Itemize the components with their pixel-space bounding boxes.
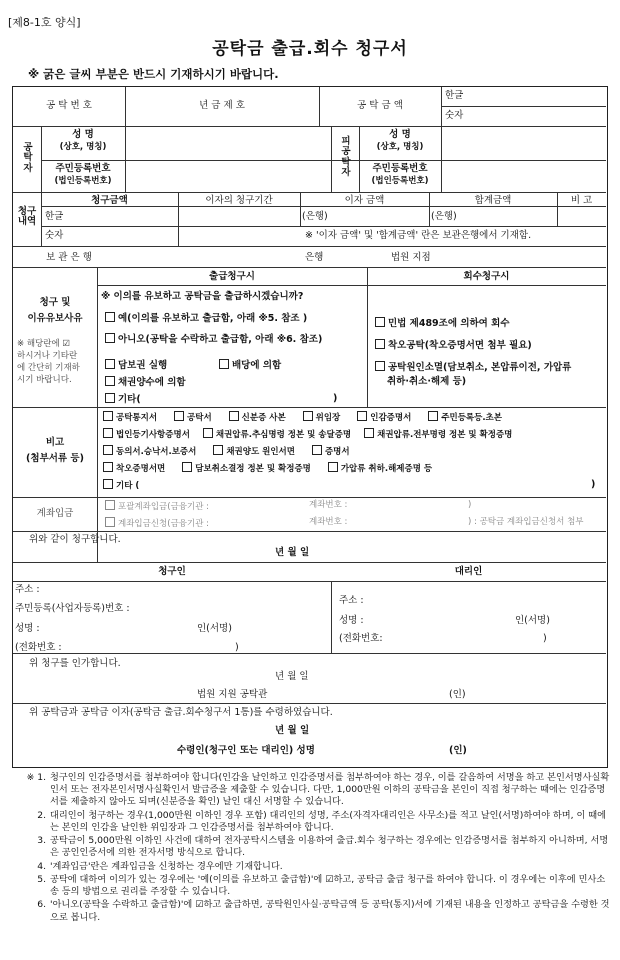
claimant-seal: 인(서명) xyxy=(197,623,232,634)
recover-header: 회수청구시 xyxy=(463,271,510,282)
defendant-name-sub: (상호, 명칭) xyxy=(376,142,424,152)
approval-text: 위 청구를 인가합니다. xyxy=(29,658,121,669)
attach-row-5-end: ) xyxy=(591,479,596,490)
deposit-no-value[interactable]: 년 금 제 호 xyxy=(199,100,245,111)
request-date[interactable]: 년 월 일 xyxy=(275,547,310,558)
option-mistake[interactable]: 착오공탁(착오증명서면 첨부 필요) xyxy=(375,339,532,352)
depositor-label: 공탁자 xyxy=(23,142,33,174)
option-other-end: ) xyxy=(333,393,338,404)
agent-address[interactable]: 주소 : xyxy=(339,595,364,606)
custody-bank[interactable]: 은행 xyxy=(305,252,324,263)
approval-seal: (인) xyxy=(449,689,466,700)
footnotes xyxy=(16,772,610,925)
footnote: 3. 공탁금이 5,000만원 이하인 사건에 대하여 전자공탁시스템을 이용하여 출급.회수 청구하는 경우에는 인감증명서를 첨부하지 아니하며, 서명은 공인인증서에 의한 전자서명 방식으로 합니다. xyxy=(37,835,609,859)
checkbox-icon[interactable] xyxy=(312,445,322,455)
account-no-2[interactable]: 계좌번호 : xyxy=(309,517,348,527)
reason-hint-4: 시기 바랍니다. xyxy=(17,375,72,385)
amount-hangul[interactable]: 한글 xyxy=(445,90,464,101)
claimant-id[interactable]: 주민등록(사업자등록)번호 : xyxy=(15,603,130,614)
receipt-signer[interactable]: 수령인(청구인 또는 대리인) 성명 xyxy=(177,745,315,756)
checkbox-icon[interactable] xyxy=(364,428,374,438)
claim-hangul[interactable]: 한글 xyxy=(45,211,64,222)
checkbox-icon[interactable] xyxy=(103,445,113,455)
checkbox-icon[interactable] xyxy=(174,411,184,421)
checkbox-icon[interactable] xyxy=(219,359,229,369)
checkbox-icon[interactable] xyxy=(229,411,239,421)
attach-row-1[interactable]: 공탁통지서 공탁서 신분증 사본 위임장 인감증명서 주민등록등.초본 xyxy=(103,411,502,424)
deposit-no-label: 공 탁 번 호 xyxy=(46,100,92,111)
account-label: 계좌입금 xyxy=(36,508,74,519)
depositor-name-label: 성 명 xyxy=(72,129,94,140)
attach-row-2[interactable]: 법인등기사항증명서 채권압류.추심명령 정본 및 송달증명 채권압류.전부명령 정본 및 확정증명 xyxy=(103,428,512,441)
checkbox-icon[interactable] xyxy=(105,393,115,403)
approval-court[interactable]: 법원 지원 공탁관 xyxy=(197,689,268,700)
checkbox-icon[interactable] xyxy=(105,333,115,343)
checkbox-icon[interactable] xyxy=(303,411,313,421)
receipt-seal: (인) xyxy=(449,745,467,756)
claimant-address[interactable]: 주소 : xyxy=(15,584,40,595)
option-dividend[interactable]: 배당에 의함 xyxy=(219,359,281,372)
checkbox-icon[interactable] xyxy=(328,462,338,472)
claim-numerals[interactable]: 숫자 xyxy=(45,230,64,241)
claim-header-interest: 이자 금액 xyxy=(344,195,385,206)
checkbox-icon[interactable] xyxy=(105,517,115,527)
claimant-phone[interactable]: (전화번호 : xyxy=(15,642,62,653)
claim-header-remark: 비 고 xyxy=(570,195,593,206)
agent-phone[interactable]: (전화번호: xyxy=(339,633,383,644)
remarks-label: 비고 xyxy=(45,437,65,448)
checkbox-icon[interactable] xyxy=(103,411,113,421)
custody-bank-label: 보 관 은 행 xyxy=(46,252,92,263)
withdraw-header: 출급청구시 xyxy=(209,271,255,282)
checkbox-icon[interactable] xyxy=(103,462,113,472)
receipt-text: 위 공탁금과 공탁금 이자(공탁금 출급.회수청구서 1통)를 수령하였습니다. xyxy=(29,707,333,718)
checkbox-icon[interactable] xyxy=(105,500,115,510)
claim-header-total: 합계금액 xyxy=(474,195,512,206)
option-yes[interactable]: 예(이의를 유보하고 출급함, 아래 ※5. 참조 ) xyxy=(105,312,307,325)
remarks-sub: (첨부서류 등) xyxy=(26,453,84,464)
footnote: 4. '계좌입금'란은 계좌입금을 신청하는 경우에만 기재합니다. xyxy=(37,860,283,872)
defendant-id-sub: (법인등록번호) xyxy=(371,176,429,186)
claimant-name[interactable]: 성명 : xyxy=(15,623,40,634)
checkbox-icon[interactable] xyxy=(103,479,113,489)
option-cause-extinct-2: 취하·취소·해제 등) xyxy=(387,376,467,387)
attach-row-5[interactable]: 기타 ( xyxy=(103,479,139,492)
checkbox-icon[interactable] xyxy=(105,376,115,386)
custody-court[interactable]: 법원 지점 xyxy=(391,252,431,263)
total-bank: (은행) xyxy=(431,211,457,222)
claimant-phone-end: ) xyxy=(235,642,239,653)
checkbox-icon[interactable] xyxy=(103,428,113,438)
request-text: 위와 같이 청구합니다. xyxy=(29,534,121,545)
footnote: 6. '아니오(공탁을 수락하고 출급함)'에 ☑하고 출급하면, 공탁원인사실·공탁금액 등 공탁(통지)서에 기재된 내용을 인정하고 공탁금을 수령한 것으로 봅니다. xyxy=(37,899,610,923)
checkbox-icon[interactable] xyxy=(375,317,385,327)
footnote: ※ 1. 청구인의 인감증명서를 첨부하여야 합니다(인감을 날인하고 인감증명서를 첨부하여야 하는 경우, 이를 갈음하여 서명을 하고 본인서명사실확인서 또는 전자본인서명사실확인서 발급증을 제출할 수 있습니다. 다만, 1,000만원 이하의 공탁금을 본인이 직접 청구하는 때에는 인감증명서를 제출하지 않아도 되며(신분증을 확인) 날인 대신 서명할 수 있습니다. xyxy=(26,772,610,808)
objection-question: ※ 이의를 유보하고 공탁금을 출급하시겠습니까? xyxy=(101,291,304,302)
claim-note: ※ '이자 금액' 및 '합계금액' 란은 보관은행에서 기재함. xyxy=(305,230,532,241)
claimant-header: 청구인 xyxy=(158,566,186,577)
account-line-1[interactable]: 포괄계좌입금(금융기관 : xyxy=(105,500,209,513)
agent-name[interactable]: 성명 : xyxy=(339,615,364,626)
option-other[interactable]: 기타( xyxy=(105,393,141,406)
option-cause-extinct[interactable]: 공탁원인소멸(담보취소, 본압류이전, 가압류 xyxy=(375,361,571,374)
account-no-1[interactable]: 계좌번호 : xyxy=(309,500,348,510)
defendant-name-label: 성 명 xyxy=(389,129,411,140)
reason-label-1: 청구 및 xyxy=(39,297,71,308)
option-no[interactable]: 아니오(공탁을 수락하고 출급함, 아래 ※6. 참조) xyxy=(105,333,322,346)
reason-hint-3: 에 간단히 기재하 xyxy=(17,363,80,373)
amount-numerals[interactable]: 숫자 xyxy=(445,110,464,121)
option-civil-489[interactable]: 민법 제489조에 의하여 회수 xyxy=(375,317,510,330)
page-title: 공탁금 출급.회수 청구서 xyxy=(212,39,408,59)
account-end-2: ) : 공탁금 계좌입금신청서 첨부 xyxy=(468,517,584,527)
checkbox-icon[interactable] xyxy=(182,462,192,472)
defendant-id-label: 주민등록번호 xyxy=(372,163,428,174)
claim-side-label: 청구내역 xyxy=(17,206,37,228)
option-assignment[interactable]: 채권양수에 의함 xyxy=(105,376,186,389)
agent-seal: 인(서명) xyxy=(515,615,550,626)
depositor-id-sub: (법인등록번호) xyxy=(54,176,112,186)
account-line-2[interactable]: 계좌입금신청(금융기관 : xyxy=(105,517,209,530)
attach-row-3[interactable]: 동의서.승낙서.보증서 채권양도 원인서면 증명서 xyxy=(103,445,350,458)
approval-date[interactable]: 년 월 일 xyxy=(275,671,309,682)
footnote: 5. 공탁에 대하여 이의가 있는 경우에는 '예(이의를 유보하고 출급함)'에 ☑하고, 공탁금 출급 청구를 하여야 합니다. 이 경우에는 이후에 민사소송 등의 방법으로 권리를 주장할 수 있습니다. xyxy=(37,873,606,898)
bold-notice: ※ 굵은 글씨 부분은 반드시 기재하시기 바랍니다. xyxy=(28,67,279,81)
checkbox-icon[interactable] xyxy=(375,361,385,371)
checkbox-icon[interactable] xyxy=(203,428,213,438)
checkbox-icon[interactable] xyxy=(105,312,115,322)
claim-header-amount: 청구금액 xyxy=(91,195,128,206)
option-security[interactable]: 담보권 실행 xyxy=(105,359,167,372)
receipt-date[interactable]: 년 월 일 xyxy=(275,725,310,736)
reason-hint-2: 하시거나 기타란 xyxy=(17,351,78,361)
defendant-label: 피공탁자 xyxy=(341,136,351,179)
checkbox-icon[interactable] xyxy=(213,445,223,455)
checkbox-icon[interactable] xyxy=(375,339,385,349)
depositor-name-sub: (상호, 명칭) xyxy=(59,142,107,152)
claim-header-period: 이자의 청구기간 xyxy=(205,195,273,206)
agent-phone-end: ) xyxy=(543,633,547,644)
form-number: [제8-1호 양식] xyxy=(8,16,81,29)
checkbox-icon[interactable] xyxy=(105,359,115,369)
depositor-id-label: 주민등록번호 xyxy=(55,163,111,174)
footnote: 2. 대리인이 청구하는 경우(1,000만원 이하인 경우 포함) 대리인의 성명, 주소(자격자대리인은 사무소)를 적고 날인(서명)하여야 하며, 이 때에는 본인의 인감을 날인한 위임장과 그 인감증명서를 첨부하여야 합니다. xyxy=(37,809,607,833)
checkbox-icon[interactable] xyxy=(428,411,438,421)
interest-bank: (은행) xyxy=(302,211,328,222)
agent-header: 대리인 xyxy=(454,566,483,577)
attach-row-4[interactable]: 착오증명서면 담보취소결정 정본 및 확정증명 가압류 취하.해제증명 등 xyxy=(103,462,432,475)
checkbox-icon[interactable] xyxy=(357,411,367,421)
account-end-1: ) xyxy=(468,500,472,510)
form-table xyxy=(12,86,608,768)
reason-hint-1: ※ 해당란에 ☑ xyxy=(17,339,70,349)
reason-label-2: 이유유보사유 xyxy=(27,313,83,324)
deposit-amount-label: 공 탁 금 액 xyxy=(357,100,403,111)
